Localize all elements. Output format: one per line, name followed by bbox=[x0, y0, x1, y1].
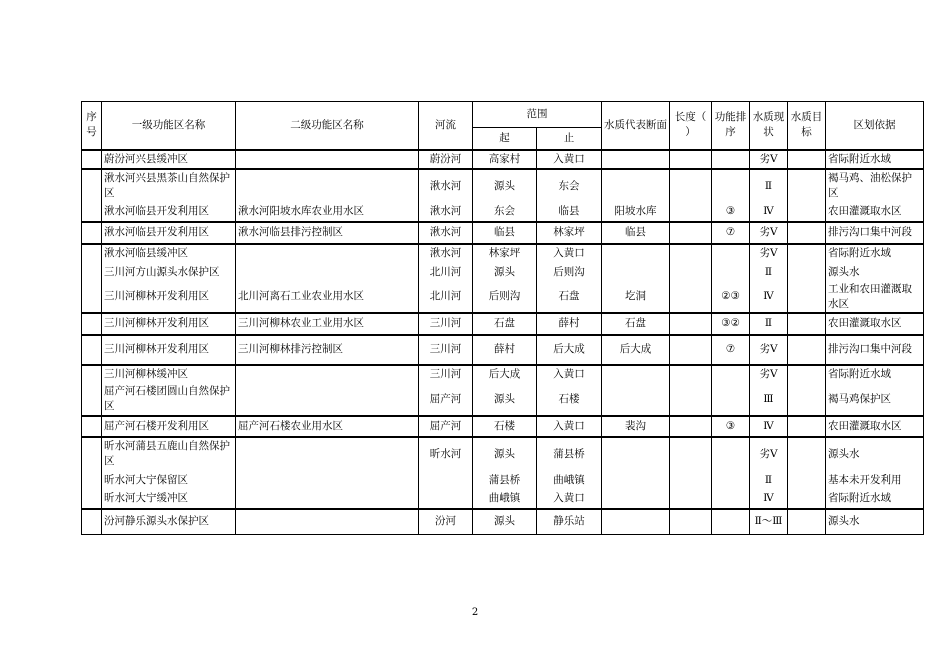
cell-length bbox=[670, 263, 712, 282]
table-row bbox=[82, 263, 924, 282]
cell-length bbox=[670, 222, 712, 244]
cell-level2 bbox=[236, 365, 419, 384]
cell-length bbox=[670, 471, 712, 490]
cell-end: 后大成 bbox=[537, 335, 602, 365]
cell-level1: 湫水河临县缓冲区 bbox=[102, 244, 236, 263]
cell-level2 bbox=[236, 150, 419, 169]
cell-level1: 湫水河兴县黑茶山自然保护区 bbox=[102, 169, 236, 203]
cell-basis: 源头水 bbox=[826, 437, 924, 471]
cell-status: 劣Ⅴ bbox=[750, 244, 788, 263]
header-target: 水质目标 bbox=[788, 102, 826, 150]
table-row bbox=[82, 471, 924, 490]
cell-rank: ②③ bbox=[712, 282, 750, 313]
cell-section bbox=[602, 490, 670, 509]
cell-length bbox=[670, 282, 712, 313]
cell-section bbox=[602, 169, 670, 203]
cell-end: 东会 bbox=[537, 169, 602, 203]
table-row bbox=[82, 150, 924, 169]
cell-end: 林家坪 bbox=[537, 222, 602, 244]
table-row bbox=[82, 222, 924, 244]
cell-end: 蒲县桥 bbox=[537, 437, 602, 471]
cell-level2: 三川河柳林农业工业用水区 bbox=[236, 313, 419, 335]
cell-target bbox=[788, 384, 826, 416]
cell-rank: ③ bbox=[712, 203, 750, 222]
cell-rank bbox=[712, 169, 750, 203]
cell-river: 三川河 bbox=[419, 365, 473, 384]
cell-section: 圪洞 bbox=[602, 282, 670, 313]
cell-level1: 昕水河蒲县五鹿山自然保护区 bbox=[102, 437, 236, 471]
cell-status: Ⅳ bbox=[750, 490, 788, 509]
cell-end: 入黄口 bbox=[537, 150, 602, 169]
cell-status: Ⅳ bbox=[750, 282, 788, 313]
table-row bbox=[82, 509, 924, 535]
table-row bbox=[82, 384, 924, 416]
cell-seq bbox=[82, 416, 102, 437]
table-row bbox=[82, 365, 924, 384]
cell-river: 湫水河 bbox=[419, 169, 473, 203]
cell-level1: 屈产河石楼团圆山自然保护区 bbox=[102, 384, 236, 416]
cell-level1: 蔚汾河兴县缓冲区 bbox=[102, 150, 236, 169]
cell-end: 入黄口 bbox=[537, 365, 602, 384]
cell-river: 湫水河 bbox=[419, 222, 473, 244]
cell-river: 蔚汾河 bbox=[419, 150, 473, 169]
cell-rank: ③ bbox=[712, 416, 750, 437]
cell-river: 屈产河 bbox=[419, 416, 473, 437]
header-basis: 区划依据 bbox=[826, 102, 924, 150]
cell-end: 入黄口 bbox=[537, 416, 602, 437]
cell-river: 北川河 bbox=[419, 282, 473, 313]
cell-basis: 省际附近水域 bbox=[826, 150, 924, 169]
cell-start: 后大成 bbox=[473, 365, 537, 384]
header-range-start: 起 bbox=[473, 128, 537, 150]
cell-river: 三川河 bbox=[419, 313, 473, 335]
cell-status: 劣Ⅴ bbox=[750, 335, 788, 365]
cell-seq bbox=[82, 244, 102, 263]
cell-length bbox=[670, 437, 712, 471]
cell-start: 东会 bbox=[473, 203, 537, 222]
cell-status: Ⅱ bbox=[750, 263, 788, 282]
cell-river: 汾河 bbox=[419, 509, 473, 535]
cell-target bbox=[788, 335, 826, 365]
cell-basis: 省际附近水域 bbox=[826, 244, 924, 263]
cell-river bbox=[419, 490, 473, 509]
cell-seq bbox=[82, 150, 102, 169]
cell-target bbox=[788, 490, 826, 509]
cell-target bbox=[788, 244, 826, 263]
cell-target bbox=[788, 416, 826, 437]
cell-basis: 农田灌溉取水区 bbox=[826, 203, 924, 222]
cell-length bbox=[670, 490, 712, 509]
cell-target bbox=[788, 282, 826, 313]
cell-end: 薛村 bbox=[537, 313, 602, 335]
cell-seq bbox=[82, 169, 102, 203]
cell-length bbox=[670, 169, 712, 203]
cell-level2: 屈产河石楼农业用水区 bbox=[236, 416, 419, 437]
cell-level1: 湫水河临县开发利用区 bbox=[102, 222, 236, 244]
cell-level2 bbox=[236, 263, 419, 282]
cell-seq bbox=[82, 222, 102, 244]
cell-target bbox=[788, 222, 826, 244]
cell-end: 石盘 bbox=[537, 282, 602, 313]
cell-seq bbox=[82, 490, 102, 509]
water-function-zone-table bbox=[81, 101, 924, 535]
cell-seq bbox=[82, 509, 102, 535]
cell-rank bbox=[712, 437, 750, 471]
cell-status: Ⅳ bbox=[750, 203, 788, 222]
cell-section bbox=[602, 244, 670, 263]
cell-start: 石楼 bbox=[473, 416, 537, 437]
header-length: 长度（ ） bbox=[670, 102, 712, 150]
cell-length bbox=[670, 150, 712, 169]
cell-end: 入黄口 bbox=[537, 244, 602, 263]
cell-basis: 褐马鸡保护区 bbox=[826, 384, 924, 416]
cell-basis: 农田灌溉取水区 bbox=[826, 313, 924, 335]
cell-length bbox=[670, 313, 712, 335]
cell-status: Ⅲ bbox=[750, 384, 788, 416]
cell-end: 曲峨镇 bbox=[537, 471, 602, 490]
header-river: 河流 bbox=[419, 102, 473, 150]
header-level1: 一级功能区名称 bbox=[102, 102, 236, 150]
cell-status: Ⅱ bbox=[750, 313, 788, 335]
cell-level2 bbox=[236, 244, 419, 263]
cell-section bbox=[602, 365, 670, 384]
cell-start: 源头 bbox=[473, 169, 537, 203]
cell-seq bbox=[82, 282, 102, 313]
header-rank: 功能排序 bbox=[712, 102, 750, 150]
cell-level1: 三川河柳林开发利用区 bbox=[102, 313, 236, 335]
cell-level2 bbox=[236, 169, 419, 203]
cell-basis: 省际附近水域 bbox=[826, 365, 924, 384]
cell-start: 源头 bbox=[473, 509, 537, 535]
cell-target bbox=[788, 263, 826, 282]
cell-status: 劣Ⅴ bbox=[750, 150, 788, 169]
cell-length bbox=[670, 203, 712, 222]
table-row bbox=[82, 335, 924, 365]
table-row bbox=[82, 490, 924, 509]
cell-status: Ⅳ bbox=[750, 416, 788, 437]
cell-level1: 三川河柳林开发利用区 bbox=[102, 335, 236, 365]
cell-status: 劣Ⅴ bbox=[750, 222, 788, 244]
cell-start: 源头 bbox=[473, 437, 537, 471]
cell-rank bbox=[712, 384, 750, 416]
cell-section bbox=[602, 150, 670, 169]
header-seq: 序号 bbox=[82, 102, 102, 150]
cell-basis: 排污沟口集中河段 bbox=[826, 335, 924, 365]
table-row bbox=[82, 437, 924, 471]
cell-rank bbox=[712, 244, 750, 263]
cell-start: 石盘 bbox=[473, 313, 537, 335]
cell-level1: 三川河方山源头水保护区 bbox=[102, 263, 236, 282]
cell-rank: ③② bbox=[712, 313, 750, 335]
cell-status: 劣Ⅴ bbox=[750, 365, 788, 384]
cell-section: 裴沟 bbox=[602, 416, 670, 437]
cell-level1: 屈产河石楼开发利用区 bbox=[102, 416, 236, 437]
cell-rank bbox=[712, 509, 750, 535]
header-range-end: 止 bbox=[537, 128, 602, 150]
cell-level2 bbox=[236, 471, 419, 490]
cell-seq bbox=[82, 313, 102, 335]
cell-section bbox=[602, 471, 670, 490]
cell-start: 薛村 bbox=[473, 335, 537, 365]
cell-rank: ⑦ bbox=[712, 222, 750, 244]
cell-target bbox=[788, 437, 826, 471]
cell-end: 入黄口 bbox=[537, 490, 602, 509]
cell-basis: 源头水 bbox=[826, 509, 924, 535]
cell-level2 bbox=[236, 384, 419, 416]
cell-section: 石盘 bbox=[602, 313, 670, 335]
cell-target bbox=[788, 169, 826, 203]
cell-section: 阳坡水库 bbox=[602, 203, 670, 222]
cell-section bbox=[602, 437, 670, 471]
cell-length bbox=[670, 384, 712, 416]
cell-length bbox=[670, 335, 712, 365]
cell-basis: 褐马鸡、油松保护区 bbox=[826, 169, 924, 203]
cell-target bbox=[788, 471, 826, 490]
cell-level2: 湫水河阳坡水库农业用水区 bbox=[236, 203, 419, 222]
table-row bbox=[82, 169, 924, 203]
cell-river: 湫水河 bbox=[419, 203, 473, 222]
cell-target bbox=[788, 509, 826, 535]
cell-level1: 汾河静乐源头水保护区 bbox=[102, 509, 236, 535]
cell-seq bbox=[82, 471, 102, 490]
cell-basis: 工业和农田灌溉取水区 bbox=[826, 282, 924, 313]
cell-section: 后大成 bbox=[602, 335, 670, 365]
cell-level1: 昕水河大宁保留区 bbox=[102, 471, 236, 490]
cell-basis: 省际附近水域 bbox=[826, 490, 924, 509]
cell-status: Ⅱ～Ⅲ bbox=[750, 509, 788, 535]
table-row bbox=[82, 244, 924, 263]
cell-river: 北川河 bbox=[419, 263, 473, 282]
cell-section bbox=[602, 263, 670, 282]
cell-section bbox=[602, 384, 670, 416]
cell-rank bbox=[712, 490, 750, 509]
cell-level2: 三川河柳林排污控制区 bbox=[236, 335, 419, 365]
table-row bbox=[82, 313, 924, 335]
cell-length bbox=[670, 365, 712, 384]
cell-seq bbox=[82, 263, 102, 282]
cell-level1: 三川河柳林缓冲区 bbox=[102, 365, 236, 384]
cell-rank bbox=[712, 471, 750, 490]
cell-basis: 源头水 bbox=[826, 263, 924, 282]
cell-target bbox=[788, 203, 826, 222]
cell-start: 源头 bbox=[473, 384, 537, 416]
cell-target bbox=[788, 313, 826, 335]
header-section: 水质代表断面 bbox=[602, 102, 670, 150]
cell-level1: 三川河柳林开发利用区 bbox=[102, 282, 236, 313]
cell-end: 临县 bbox=[537, 203, 602, 222]
cell-rank bbox=[712, 365, 750, 384]
cell-seq bbox=[82, 365, 102, 384]
cell-basis: 基本未开发利用 bbox=[826, 471, 924, 490]
cell-seq bbox=[82, 437, 102, 471]
cell-river bbox=[419, 471, 473, 490]
cell-level1: 昕水河大宁缓冲区 bbox=[102, 490, 236, 509]
cell-level2 bbox=[236, 437, 419, 471]
cell-level2 bbox=[236, 490, 419, 509]
table-body bbox=[82, 150, 924, 535]
cell-level2 bbox=[236, 509, 419, 535]
page-number: 2 bbox=[471, 607, 479, 618]
cell-end: 石楼 bbox=[537, 384, 602, 416]
cell-seq bbox=[82, 335, 102, 365]
table-row bbox=[82, 416, 924, 437]
cell-level2: 北川河离石工业农业用水区 bbox=[236, 282, 419, 313]
header-level2: 二级功能区名称 bbox=[236, 102, 419, 150]
cell-target bbox=[788, 150, 826, 169]
cell-end: 静乐站 bbox=[537, 509, 602, 535]
cell-section: 临县 bbox=[602, 222, 670, 244]
cell-start: 高家村 bbox=[473, 150, 537, 169]
cell-length bbox=[670, 416, 712, 437]
cell-status: Ⅱ bbox=[750, 471, 788, 490]
header-range: 范围 bbox=[473, 102, 602, 128]
cell-basis: 排污沟口集中河段 bbox=[826, 222, 924, 244]
header-status: 水质现状 bbox=[750, 102, 788, 150]
cell-status: Ⅱ bbox=[750, 169, 788, 203]
cell-start: 曲峨镇 bbox=[473, 490, 537, 509]
cell-seq bbox=[82, 203, 102, 222]
table-row bbox=[82, 282, 924, 313]
cell-end: 后则沟 bbox=[537, 263, 602, 282]
cell-river: 昕水河 bbox=[419, 437, 473, 471]
table-row bbox=[82, 203, 924, 222]
cell-level2: 湫水河临县排污控制区 bbox=[236, 222, 419, 244]
cell-start: 蒲县桥 bbox=[473, 471, 537, 490]
cell-start: 林家坪 bbox=[473, 244, 537, 263]
cell-river: 屈产河 bbox=[419, 384, 473, 416]
cell-rank bbox=[712, 263, 750, 282]
cell-level1: 湫水河临县开发利用区 bbox=[102, 203, 236, 222]
cell-length bbox=[670, 509, 712, 535]
cell-seq bbox=[82, 384, 102, 416]
cell-river: 三川河 bbox=[419, 335, 473, 365]
cell-start: 后则沟 bbox=[473, 282, 537, 313]
cell-start: 源头 bbox=[473, 263, 537, 282]
cell-rank: ⑦ bbox=[712, 335, 750, 365]
cell-target bbox=[788, 365, 826, 384]
cell-basis: 农田灌溉取水区 bbox=[826, 416, 924, 437]
cell-length bbox=[670, 244, 712, 263]
cell-river: 湫水河 bbox=[419, 244, 473, 263]
cell-start: 临县 bbox=[473, 222, 537, 244]
cell-rank bbox=[712, 150, 750, 169]
cell-section bbox=[602, 509, 670, 535]
cell-status: 劣Ⅴ bbox=[750, 437, 788, 471]
